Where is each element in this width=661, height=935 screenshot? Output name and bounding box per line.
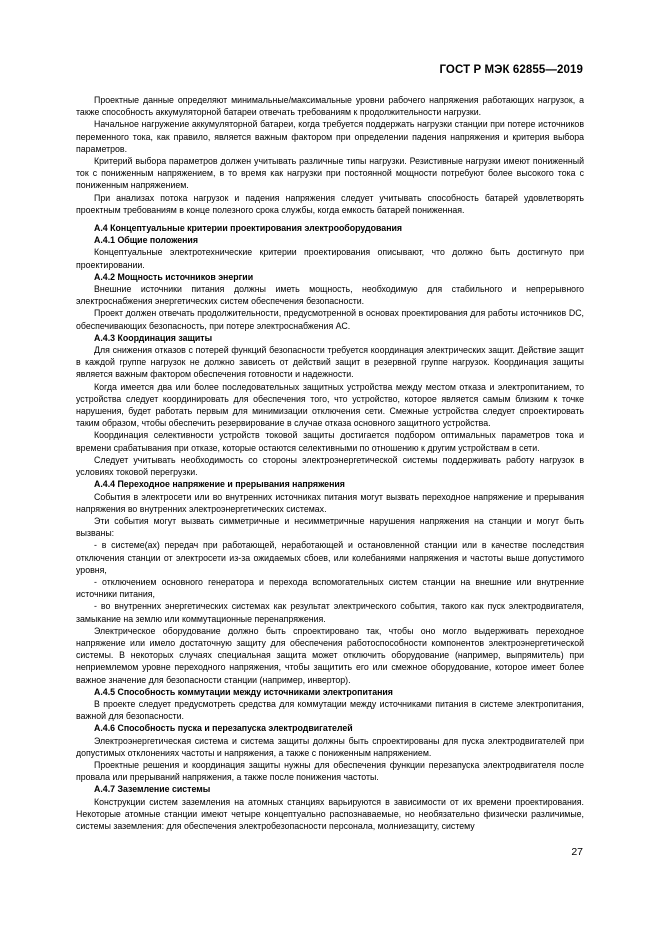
- paragraph: Для снижения отказов с потерей функций безопасности требуется координация электрических защит. Действие защит в каждой группе нагрузок не должно зависеть от действий защит в резервной группе нагрузок. Координация защиты является важным фактором обеспечения готовности и надежности.: [76, 345, 584, 380]
- paragraph: Электрическое оборудование должно быть спроектировано так, чтобы оно могло выдерживать переходное напряжение или имело достаточную защиту для обеспечения работоспособности компонентов электроэнергетической системы. В некоторых случаях специальная защита может отключить оборудование (например, выпрямитель) при неприемлемом уровне переходного напряжения, чтобы защитить его или смежное оборудование, которое имеет более важное значение для безопасности станции (например, инвертор).: [76, 625, 584, 685]
- list-item: - отключением основного генератора и перехода вспомогательных систем станции на внешние или внутренние источники питания,: [76, 576, 584, 600]
- list-item: - во внутренних энергетических системах как результат электрического события, такого как пуск электродвигателя, замыкание на землю или коммутационные перенапряжения.: [76, 601, 584, 624]
- paragraph: Следует учитывать необходимость со стороны электроэнергетической системы поддерживать работу нагрузок в условиях токовой перегрузки.: [76, 454, 584, 478]
- paragraph: Эти события могут вызвать симметричные и несимметричные нарушения напряжения на станции и могут быть вызваны:: [76, 515, 584, 539]
- page-body: [76, 94, 584, 832]
- page-number: 27: [571, 846, 583, 858]
- paragraph: При анализах потока нагрузок и падения напряжения следует учитывать способность батарей удовлетворять проектным требованиям в конце полезного срока службы, когда емкость батарей пониженная.: [76, 192, 584, 215]
- subsection-heading-a46: А.4.6 Способность пуска и перезапуска электродвигателей: [94, 723, 353, 734]
- section-heading-a4: А.4 Концептуальные критерии проектирования электрооборудования: [94, 223, 403, 234]
- paragraph: Концептуальные электротехнические критерии проектирования описывают, что должно быть достигнуто при проектировании.: [76, 247, 584, 270]
- paragraph: Внешние источники питания должны иметь мощность, необходимую для стабильного и непрерывного электроснабжения энергетических систем обеспечения безопасности.: [76, 284, 584, 307]
- paragraph: Критерий выбора параметров должен учитывать различные типы нагрузки. Резистивные нагрузки имеют пониженный ток с пониженным напряжением, в то время как нагрузки при постоянной мощности потребуют более высокого тока с пониженным напряжением.: [76, 156, 584, 191]
- paragraph: В проекте следует предусмотреть средства для коммутации между источниками питания в системе электропитания, важной для безопасности.: [76, 698, 584, 722]
- paragraph: Электроэнергетическая система и система защиты должны быть спроектированы для пуска электродвигателей при допустимых отклонениях частоты и напряжения, а также с пониженным напряжением.: [76, 735, 584, 758]
- document-code: ГОСТ Р МЭК 62855—2019: [439, 64, 583, 76]
- paragraph: Проектные данные определяют минимальные/максимальные уровни рабочего напряжения работающих нагрузок, а также способность аккумуляторной батареи отвечать требованиям к продолжительности нагрузки.: [76, 95, 584, 118]
- paragraph: Когда имеется два или более последовательных защитных устройства между местом отказа и электропитанием, то устройства следует координировать для обеспечения того, что устройство, которое является самым близким к точке нарушения, будет работать первым для минимизации отключения сети. Смежные устройства следует спроектировать таким образом, чтобы обеспечить резервирование в случае отказа основного защитного устройства.: [76, 381, 584, 429]
- subsection-heading-a42: А.4.2 Мощность источников энергии: [94, 271, 254, 282]
- paragraph: Проект должен отвечать продолжительности, предусмотренной в основах проектирования для работы источников DC, обеспечивающих безопасность, при потере электроснабжения АС.: [76, 308, 584, 331]
- subsection-heading-a44: А.4.4 Переходное напряжение и прерывания напряжения: [94, 479, 345, 490]
- list-item: - в системе(ах) передач при работающей, неработающей и остановленной станции или в качестве последствия отключения станции от электросети из-за ожидаемых сбоев, или колебаниями напряжения и частоты выше допустимого уровня,: [76, 540, 584, 575]
- paragraph: События в электросети или во внутренних источниках питания могут вызвать переходное напряжение и прерывания напряжения во внутренних электроэнергетических системах.: [76, 491, 584, 514]
- paragraph: Конструкции систем заземления на атомных станциях варьируются в зависимости от их времени проектирования. Некоторые атомные станции имеют четыре концептуально распознаваемые, но необязательно физически различимые, системы заземления: для обеспечения электробезопасности персонала, молниезащиту, систему: [76, 796, 584, 831]
- subsection-heading-a43: А.4.3 Координация защиты: [94, 332, 213, 343]
- subsection-heading-a45: А.4.5 Способность коммутации между источниками электропитания: [94, 686, 393, 697]
- paragraph: Координация селективности устройств токовой защиты достигается подбором оптимальных параметров тока и времени срабатывания при отказе, которые остаются селективными по отношению к другим устройствам в сети.: [76, 430, 584, 453]
- paragraph: Начальное нагружение аккумуляторной батареи, когда требуется поддержать нагрузки станции при потере источников переменного тока, как правило, является важным фактором при определении падения напряжения и критерия выбора параметров.: [76, 119, 584, 154]
- subsection-heading-a41: А.4.1 Общие положения: [94, 235, 198, 246]
- subsection-heading-a47: А.4.7 Заземление системы: [94, 784, 211, 795]
- paragraph: Проектные решения и координация защиты нужны для обеспечения функции перезапуска электродвигателя после провала или прерываний напряжения, а также после понижения частоты.: [76, 759, 584, 783]
